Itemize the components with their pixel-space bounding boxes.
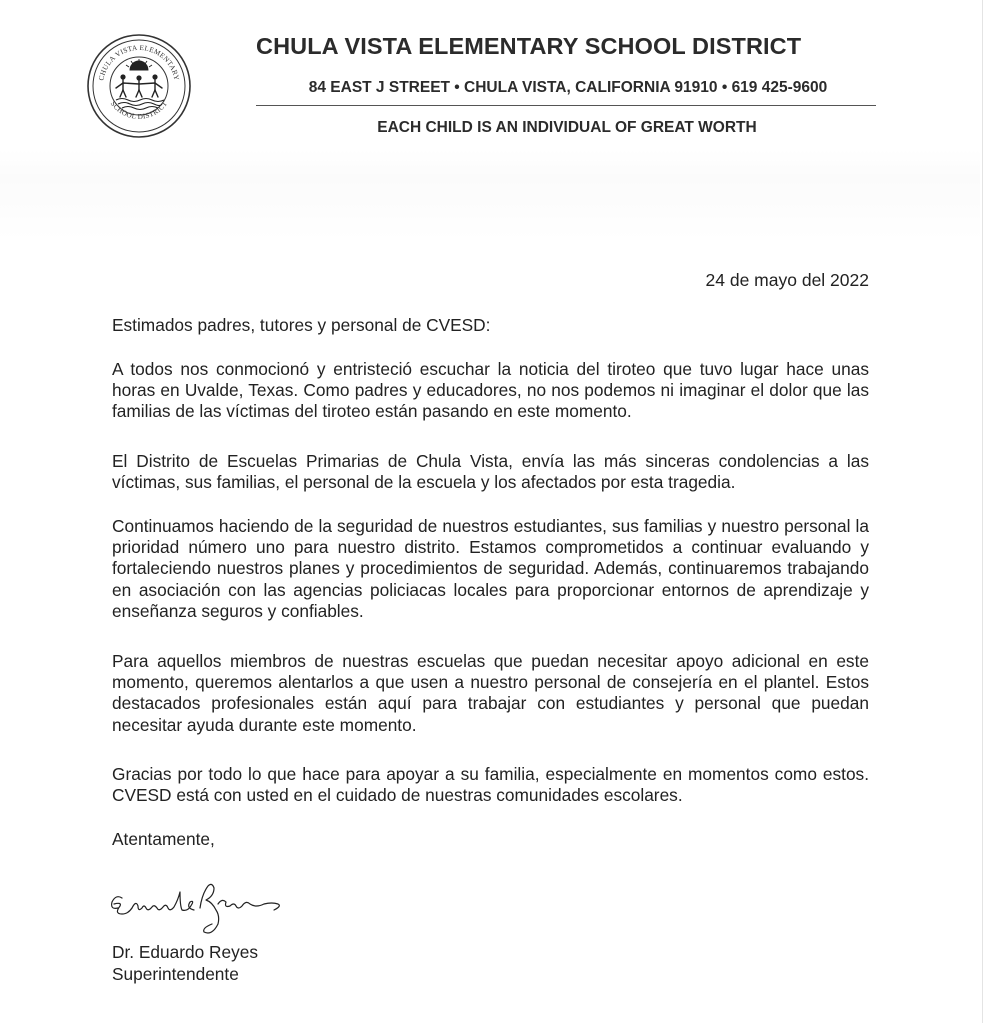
signer-title: Superintendente <box>112 963 239 984</box>
letter-date: 24 de mayo del 2022 <box>705 270 869 290</box>
paragraph <box>112 651 869 736</box>
district-seal-icon <box>86 33 192 139</box>
paragraph <box>112 451 869 493</box>
paragraph-text: Para aquellos miembros de nuestras escuelas que puedan necesitar apoyo adicional en este momento, queremos alentarlos a que usen a nuestro personal de consejería en el plantel. Estos destacados profesionales están aquí para trabajar con estudiantes y personal que puedan necesitar ayuda durante este momento. <box>112 651 869 735</box>
paragraph-text: El Distrito de Escuelas Primarias de Chula Vista, envía las más sinceras condolencias a las víctimas, sus familias, el personal de la escuela y los afectados por esta tragedia. <box>112 451 869 493</box>
sun-icon <box>126 59 152 70</box>
paragraph <box>112 359 869 423</box>
closing <box>112 829 869 850</box>
paragraph-text: Gracias por todo lo que hace para apoyar a su familia, especialmente en momentos como estos. CVESD está con usted en el cuidado de nuestras comunidades escolares. <box>112 764 869 806</box>
paragraph <box>112 764 869 806</box>
organization-name: CHULA VISTA ELEMENTARY SCHOOL DISTRICT <box>256 33 802 59</box>
signer-name: Dr. Eduardo Reyes <box>112 942 259 962</box>
closing-text: Atentamente, <box>112 829 215 849</box>
organization-motto: EACH CHILD IS AN INDIVIDUAL OF GREAT WORTH <box>377 119 757 136</box>
paragraph-text: A todos nos conmocionó y entristeció escuchar la noticia del tiroteo que tuvo lugar hace unas horas en Uvalde, Texas. Como padres y educadores, no nos podemos ni imaginar el dolor que las familias de las víctimas del tiroteo están pasando en este momento. <box>112 359 869 422</box>
page-edge <box>982 0 983 1023</box>
seal-bottom-text: SCHOOL DISTRICT <box>108 99 170 121</box>
seal-top-text: CHULA VISTA ELEMENTARY <box>97 43 181 82</box>
scan-shading <box>0 150 980 240</box>
salutation <box>112 315 869 336</box>
salutation-text: Estimados padres, tutores y personal de CVESD: <box>112 315 491 335</box>
organization-address: 84 EAST J STREET • CHULA VISTA, CALIFORNIA 91910 • 619 425-9600 <box>308 79 828 96</box>
children-figures-icon <box>116 74 162 97</box>
handwritten-signature-icon <box>108 880 308 942</box>
paragraph-text: Continuamos haciendo de la seguridad de nuestros estudiantes, sus familias y nuestro personal la prioridad número uno para nuestro distrito. Estamos comprometidos a continuar evaluando y fortaleciendo nuestros planes y procedimientos de seguridad. Además, continuaremos trabajando en asociación con las agencias policiacas locales para proporcionar entornos de aprendizaje y enseñanza seguros y confiables. <box>112 516 869 621</box>
letterhead-divider <box>256 105 876 106</box>
signer-block <box>112 942 258 985</box>
paragraph <box>112 516 869 622</box>
svg-text:SCHOOL DISTRICT <box>109 100 170 121</box>
water-waves-icon <box>116 99 164 110</box>
